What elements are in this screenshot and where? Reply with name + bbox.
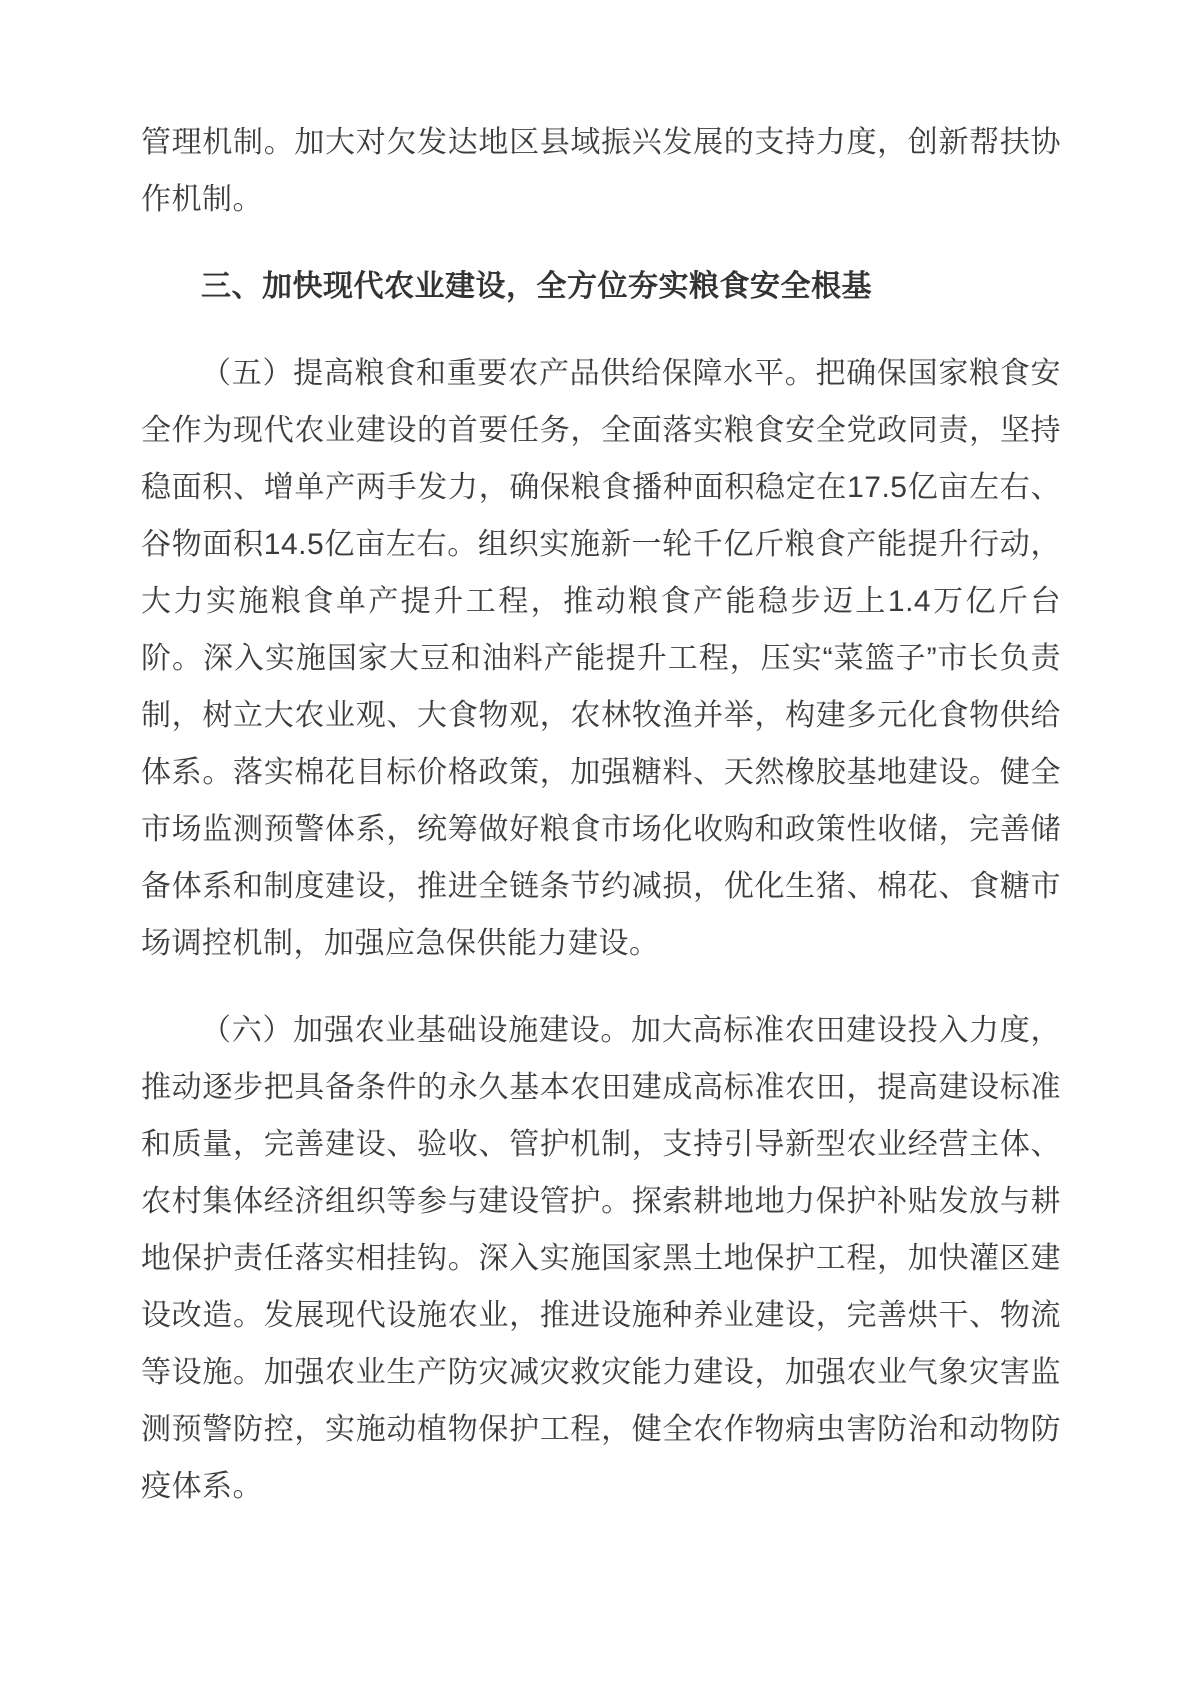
paragraph-carryover: 管理机制。加大对欠发达地区县域振兴发展的支持力度，创新帮扶协作机制。: [141, 126, 1061, 216]
paragraph-item-five: （五）提高粮食和重要农产品供给保障水平。把确保国家粮食安全作为现代农业建设的首要任务，全面落实粮食安全党政同责，坚持稳面积、增单产两手发力，确保粮食播种面积稳定在17.5亿亩左右、谷物面积14.5亿亩左右。组织实施新一轮千亿斤粮食产能提升行动，大力实施粮食单产提升工程，推动粮食产能稳步迈上1.4万亿斤台阶。深入实施国家大豆和油料产能提升工程，压实“菜篮子”市长负责制，树立大农业观、大食物观，农林牧渔并举，构建多元化食物供给体系。落实棉花目标价格政策，加强糖料、天然橡胶基地建设。健全市场监测预警体系，统筹做好粮食市场化收购和政策性收储，完善储备体系和制度建设，推进全链条节约减损，优化生猪、棉花、食糖市场调控机制，加强应急保供能力建设。: [141, 357, 1061, 960]
document-body: [141, 114, 1061, 1515]
paragraph-item-six: （六）加强农业基础设施建设。加大高标准农田建设投入力度，推动逐步把具备条件的永久基本农田建成高标准农田，提高建设标准和质量，完善建设、验收、管护机制，支持引导新型农业经营主体、农村集体经济组织等参与建设管护。探索耕地地力保护补贴发放与耕地保护责任落实相挂钩。深入实施国家黑土地保护工程，加快灌区建设改造。发展现代设施农业，推进设施种养业建设，完善烘干、物流等设施。加强农业生产防灾减灾救灾能力建设，加强农业气象灾害监测预警防控，实施动植物保护工程，健全农作物病虫害防治和动物防疫体系。: [141, 1014, 1061, 1503]
section-heading-three: 三、加快现代农业建设，全方位夯实粮食安全根基: [201, 270, 872, 303]
